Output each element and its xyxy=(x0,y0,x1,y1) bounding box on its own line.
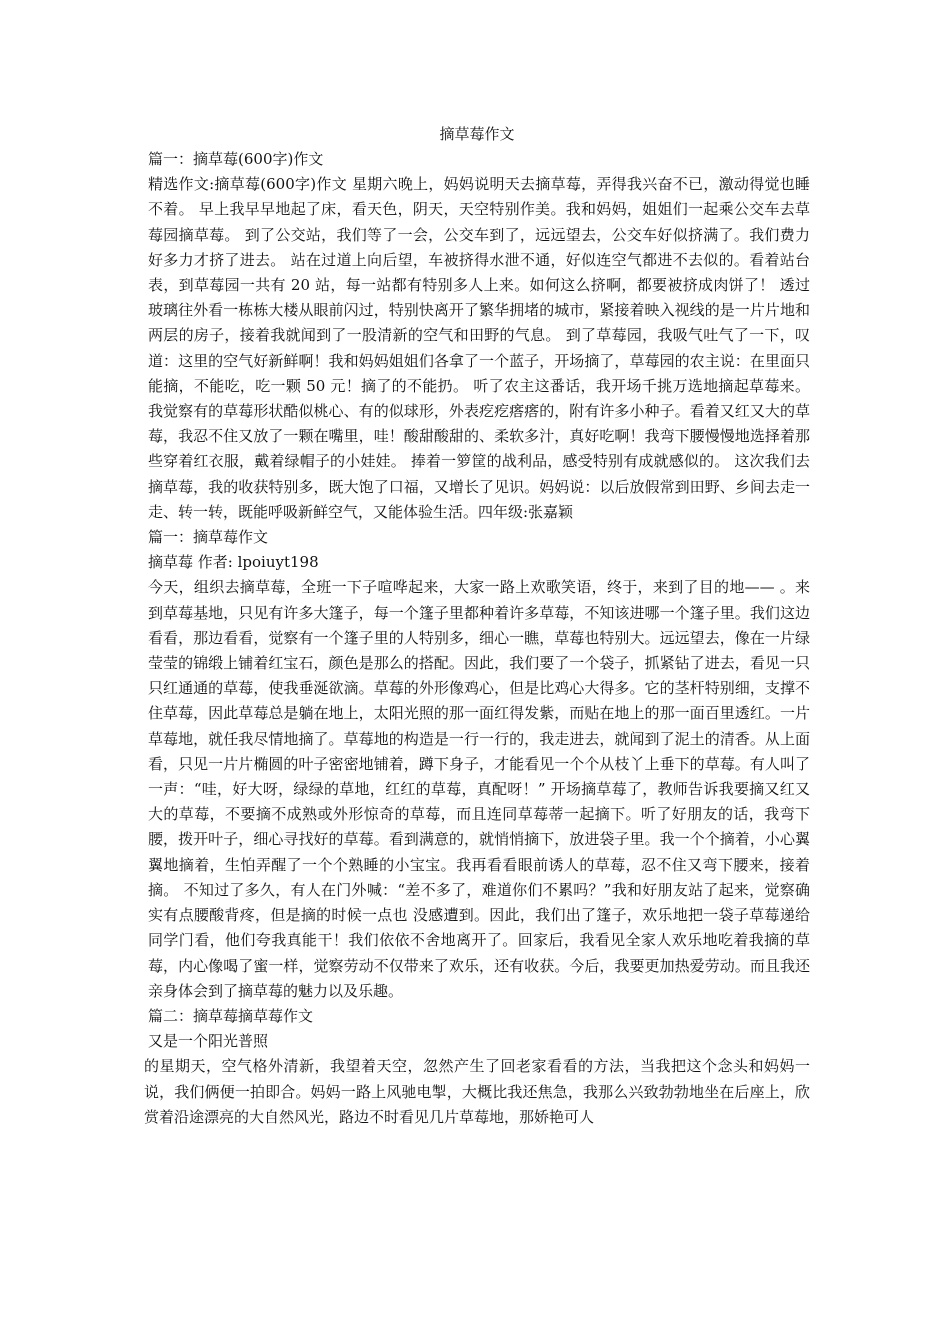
essay-byline: 摘草莓 作者: lpoiuyt198 xyxy=(148,553,319,572)
document-page xyxy=(144,121,810,1130)
paragraph-essay-3-opening: 又是一个阳光普照 xyxy=(148,1032,269,1051)
paragraph-essay-3: 的星期天，空气格外清新，我望着天空，忽然产生了回老家看看的方法，当我把这个念头和妈妈一说，我们俩便一拍即合。妈妈一路上风驰电掣，大概比我还焦急，我那么兴致勃勃地坐在后座上，欣赏着沿途漂亮的大自然风光，路边不时看见几片草莓地，那娇艳可人 xyxy=(144,1057,810,1126)
section-heading-3: 篇二：摘草莓摘草莓作文 xyxy=(148,1006,314,1025)
section-heading-1: 篇一：摘草莓(600字)作文 xyxy=(148,150,324,168)
section-heading-2: 篇一：摘草莓作文 xyxy=(148,528,269,547)
document-title: 摘草莓作文 xyxy=(439,125,515,143)
paragraph-essay-1: 精选作文:摘草莓(600字)作文 星期六晚上，妈妈说明天去摘草莓，弄得我兴奋不已，激动得觉也睡不着。 早上我早早地起了床，看天色，阴天，天空特别作美。我和妈妈，姐姐们一起乘公交车去草莓园摘草莓。 到了公交站，我们等了一会，公交车到了，远远望去，公交车好似挤满了。我们费力好多力才挤了进去。 站在过道上向后望，车被挤得水泄不通，好似连空气都进不去似的。看着站台表，到草莓园一共有 20 站，每一站都有特别多人上来。如何这么挤啊，都要被挤成肉饼了！ 透过玻璃往外看一栋栋大楼从眼前闪过，特别快离开了繁华拥堵的城市，紧接着映入视线的是一片片地和两层的房子，接着我就闻到了一股清新的空气和田野的气息。 到了草莓园，我吸气吐气了一下，叹道：这里的空气好新鲜啊！我和妈妈姐姐们各拿了一个蓝子，开场摘了，草莓园的农主说：在里面只能摘，不能吃，吃一颗 50 元！摘了的不能扔。 听了农主这番话，我开场千挑万选地摘起草莓来。我觉察有的草莓形状酷似桃心、有的似球形，外表疙疙瘩瘩的，附有许多小种子。看着又红又大的草莓，我忍不住又放了一颗在嘴里，哇！酸甜酸甜的、柔软多汁，真好吃啊！我弯下腰慢慢地选择着那些穿着红衣服，戴着绿帽子的小娃娃。 捧着一箩筐的战利品，感受特别有成就感似的。 这次我们去摘草莓，我的收获特别多，既大饱了口福，又增长了见识。妈妈说：以后放假常到田野、乡间去走一走、转一转，既能呼吸新鲜空气，又能体验生活。四年级:张嘉颖 xyxy=(148,175,810,521)
paragraph-essay-2: 今天，组织去摘草莓，全班一下子喧哗起来，大家一路上欢歌笑语，终于，来到了目的地—— 。来到草莓基地，只见有许多大篷子，每一个篷子里都种着许多草莓，不知该进哪一个篷子里。我们这边看看，那边看看，觉察有一个篷子里的人特别多，细心一瞧，草莓也特别大。远远望去，像在一片绿莹莹的锦缎上铺着红宝石，颜色是那么的搭配。因此，我们要了一个袋子，抓紧钻了进去，看见一只只红通通的草莓，使我垂涎欲滴。草莓的外形像鸡心，但是比鸡心大得多。它的茎杆特别细，支撑不住草莓，因此草莓总是躺在地上，太阳光照的那一面红得发紫，而贴在地上的那一面百里透红。一片草莓地，就任我尽情地摘了。草莓地的构造是一行一行的，我走进去，就闻到了泥土的清香。从上面看，只见一片片椭圆的叶子密密地铺着，蹲下身子，才能看见一个个从枝丫上垂下的草莓。有人叫了一声：“哇，好大呀，绿绿的草地，红红的草莓，真配呀！” 开场摘草莓了，教师告诉我要摘又红又大的草莓，不要摘不成熟或外形惊奇的草莓，而且连同草莓蒂一起摘下。听了好朋友的话，我弯下腰，拨开叶子，细心寻找好的草莓。看到满意的，就悄悄摘下，放进袋子里。我一个个摘着，小心翼翼地摘着，生怕弄醒了一个个熟睡的小宝宝。我再看看眼前诱人的草莓，忍不住又弯下腰来，接着摘。 不知过了多久，有人在门外喊：“差不多了，难道你们不累吗？”我和好朋友站了起来，觉察确实有点腰酸背疼，但是摘的时候一点也 没感遭到。因此，我们出了篷子，欢乐地把一袋子草莓递给同学门看，他们夸我真能干！我们依依不舍地离开了。回家后，我看见全家人欢乐地吃着我摘的草莓，内心像喝了蜜一样，觉察劳动不仅带来了欢乐，还有收获。今后，我要更加热爱劳动。而且我还亲身体会到了摘草莓的魅力以及乐趣。 xyxy=(148,578,810,1000)
